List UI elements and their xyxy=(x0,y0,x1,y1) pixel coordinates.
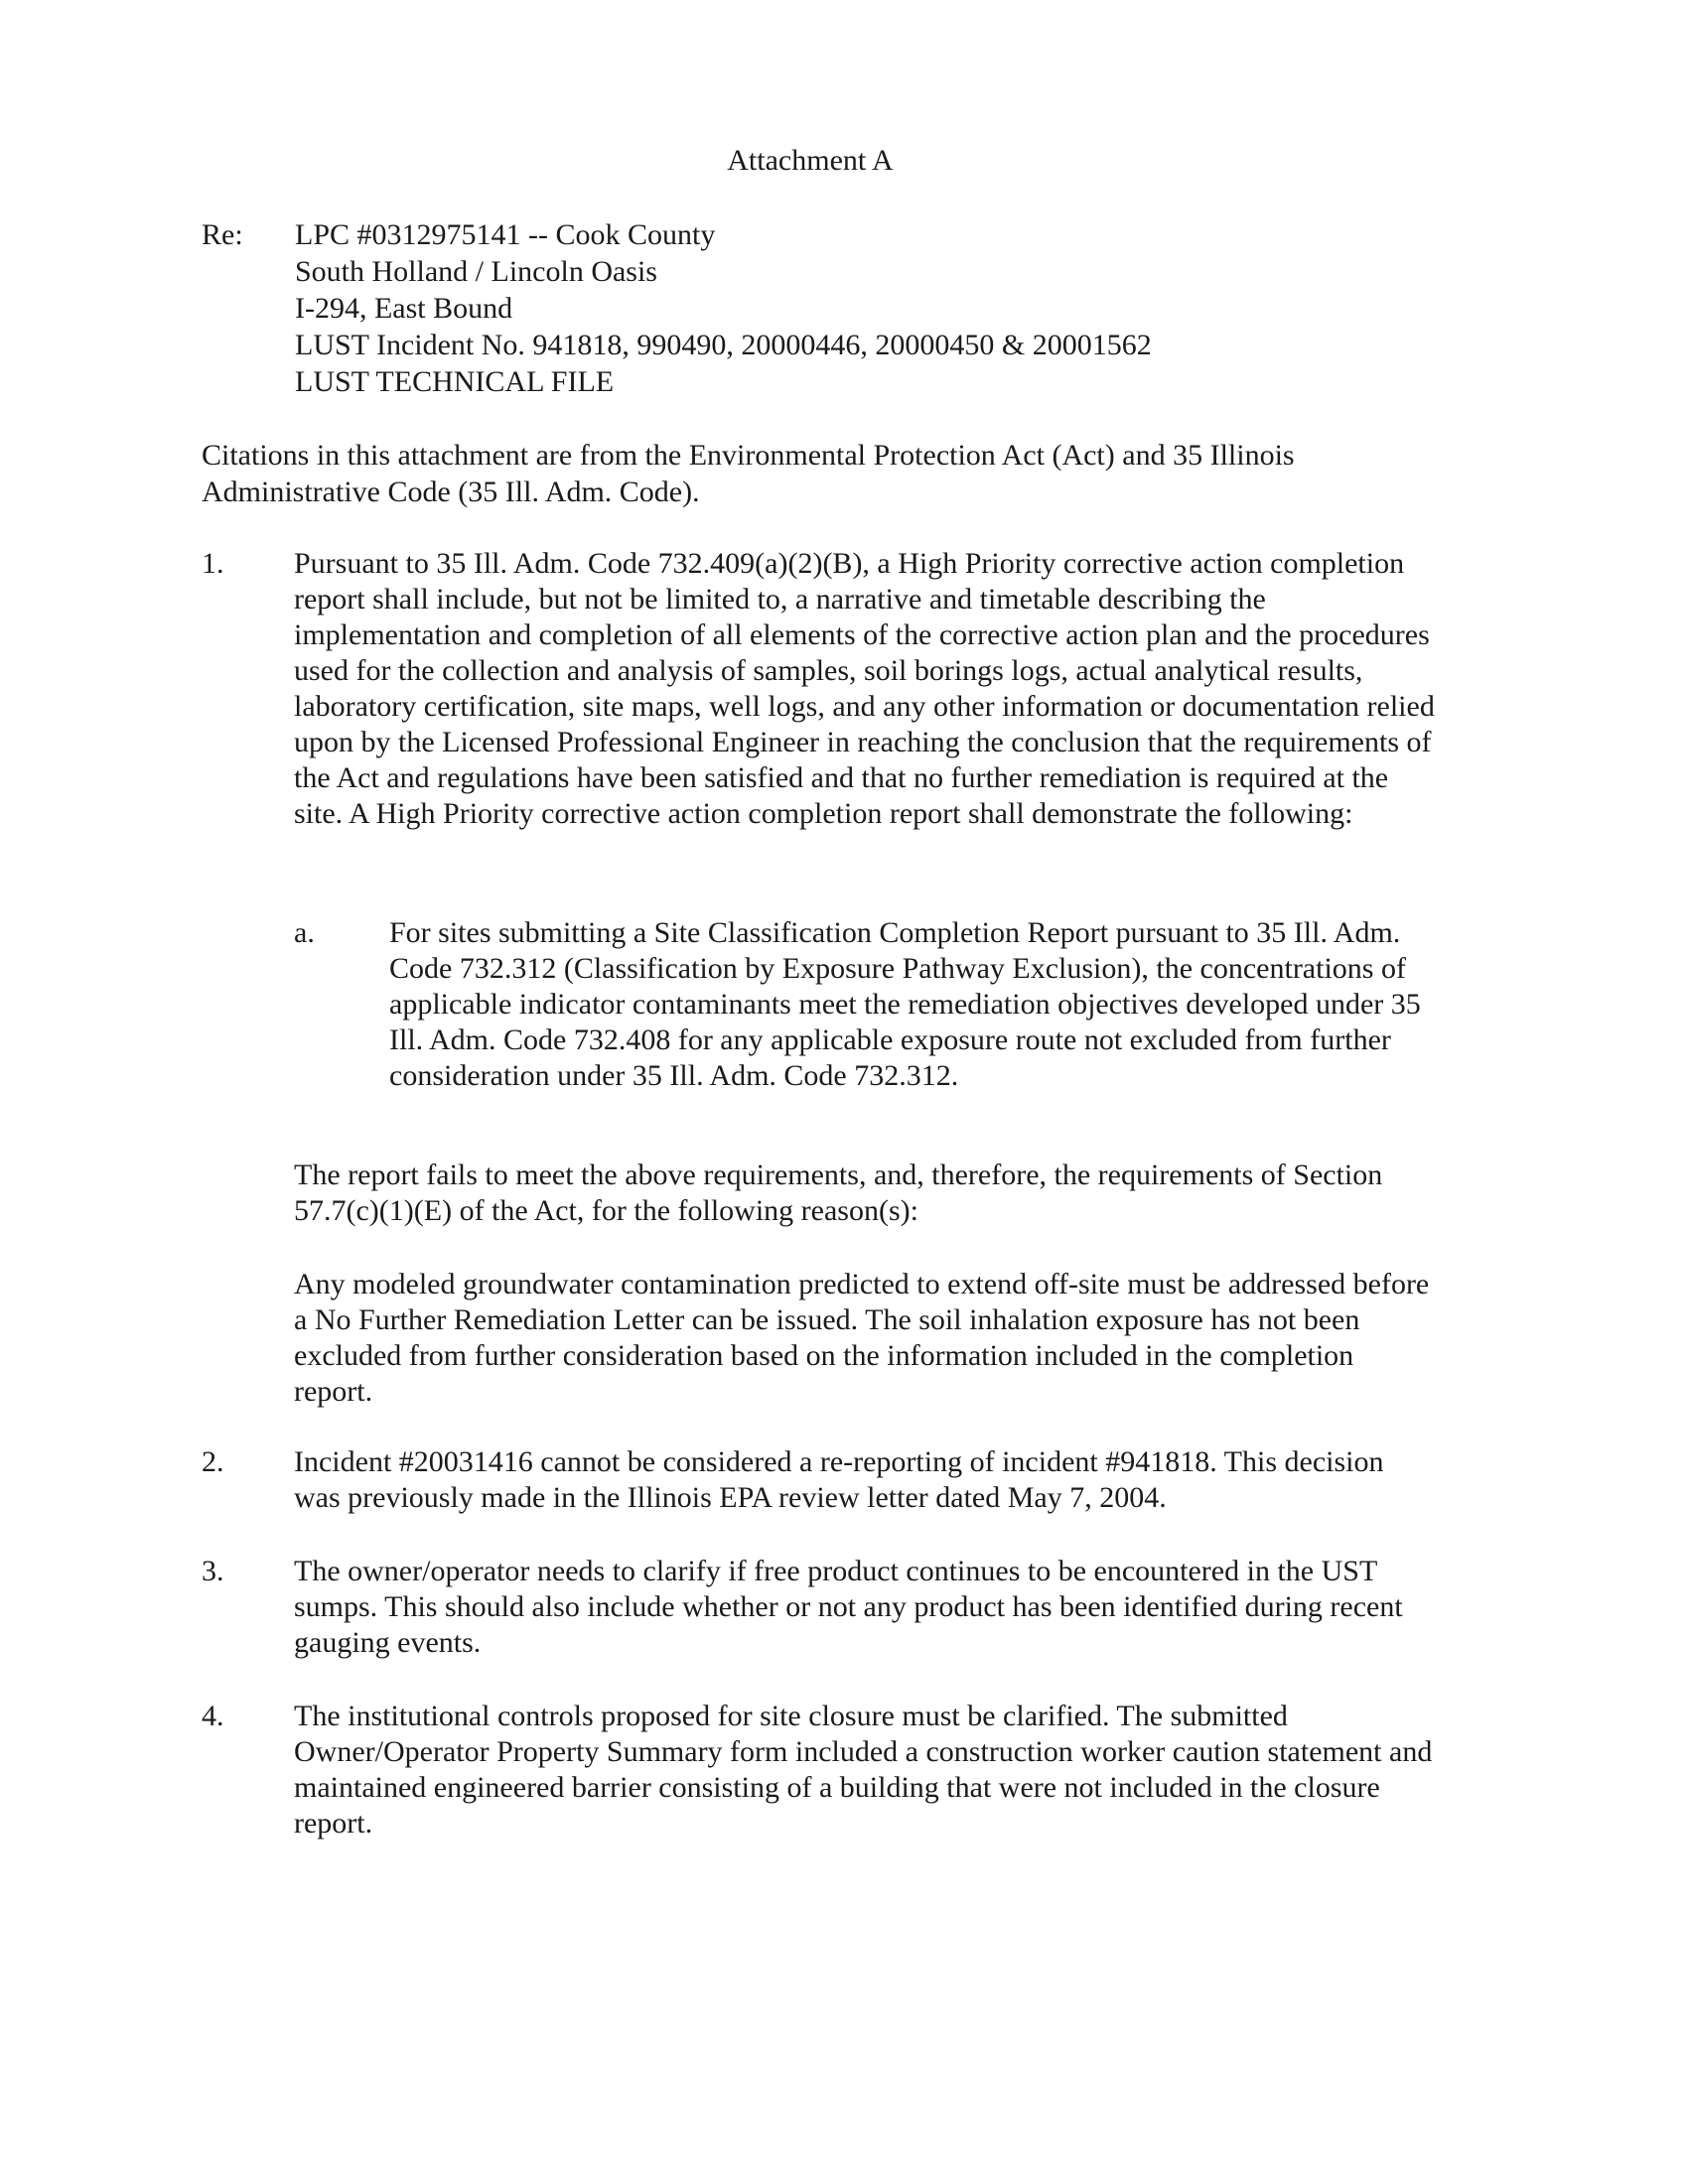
reason-text: Any modeled groundwater contamination predicted to extend off-site must be addressed before a No Further Remediation Letter can be issued. The soil inhalation exposure has not been excluded from further consideration based on the information included in the completion report. xyxy=(294,1268,1430,1408)
item-number: 1. xyxy=(202,547,224,580)
intro-paragraph: Citations in this attachment are from the Environmental Protection Act (Act) and 35 Illinois Administrative Code (35 Ill. Adm. Code). xyxy=(202,439,1295,508)
item-number: 4. xyxy=(202,1700,224,1732)
re-lines xyxy=(295,216,1152,400)
item-number: 2. xyxy=(202,1445,224,1478)
sub-item-letter: a. xyxy=(294,916,315,949)
item-number: 3. xyxy=(202,1555,224,1587)
item-text: Incident #20031416 cannot be considered a re-reporting of incident #941818. This decision was previously made in the Illinois EPA review letter dated May 7, 2004. xyxy=(294,1445,1384,1514)
re-line: LUST TECHNICAL FILE xyxy=(295,365,615,398)
re-line: I-294, East Bound xyxy=(295,292,513,325)
failure-text: The report fails to meet the above requirements, and, therefore, the requirements of Section 57.7(c)(1)(E) of the Act, for the following reason(s): xyxy=(294,1159,1383,1227)
re-line: LPC #0312975141 -- Cook County xyxy=(295,218,716,251)
item-text: The institutional controls proposed for site closure must be clarified. The submitted Owner/Operator Property Summary form included a construction worker caution statement and maintained engineered barrier consisting of a building that were not included in the closure report. xyxy=(294,1700,1433,1840)
sub-item-text: For sites submitting a Site Classification Completion Report pursuant to 35 Ill. Adm. Code 732.312 (Classification by Exposure Pathway Exclusion), the concentrations of applicable indicator contaminants meet the remediation objectives developed under 35 Ill. Adm. Code 732.408 for any applicable exposure route not excluded from further consideration under 35 Ill. Adm. Code 732.312. xyxy=(389,916,1421,1092)
item-text: The owner/operator needs to clarify if free product continues to be encountered in the UST sumps. This should also include whether or not any product has been identified during recent gauging events. xyxy=(294,1555,1403,1659)
page-title: Attachment A xyxy=(727,144,894,177)
re-label: Re: xyxy=(202,218,243,251)
item-text: Pursuant to 35 Ill. Adm. Code 732.409(a)(2)(B), a High Priority corrective action completion report shall include, but not be limited to, a narrative and timetable describing the implementation and completion of all elements of the corrective action plan and the procedures used for the collection and analysis of samples, soil borings logs, actual analytical results, laboratory certification, site maps, well logs, and any other information or documentation relied upon by the Licensed Professional Engineer in reaching the conclusion that the requirements of the Act and regulations have been satisfied and that no further remediation is required at the site. A High Priority corrective action completion report shall demonstrate the following: xyxy=(294,547,1435,830)
re-line: South Holland / Lincoln Oasis xyxy=(295,255,657,288)
re-line: LUST Incident No. 941818, 990490, 20000446, 20000450 & 20001562 xyxy=(295,329,1152,361)
